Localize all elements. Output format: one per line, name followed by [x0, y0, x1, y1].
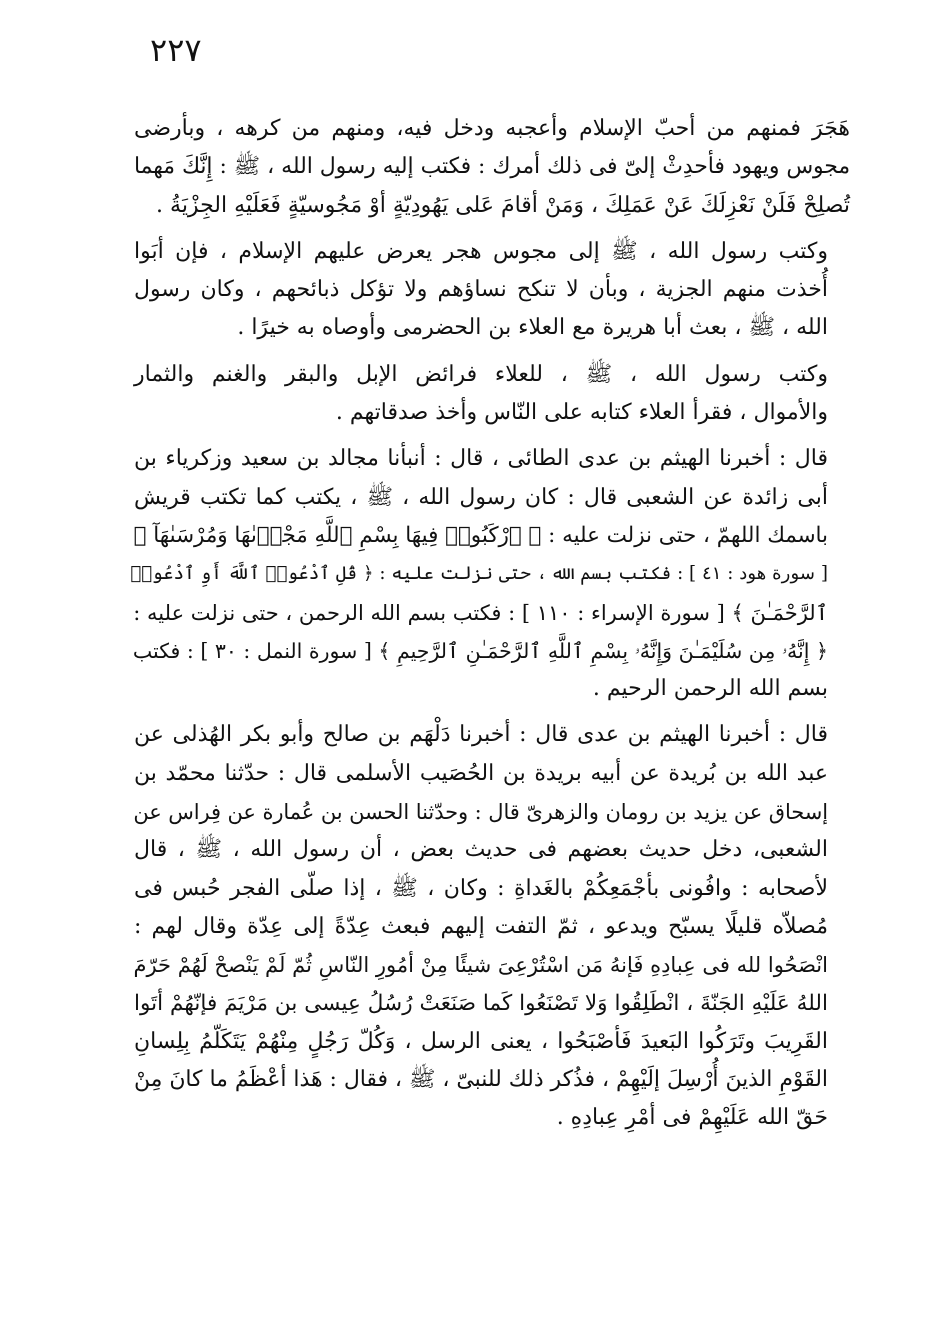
text-line: تُصلِحْ فَلَنْ نَعْزِلَكَ عَنْ عَمَلِكَ ، وَمَنْ أقامَ عَلى يَهُودِيّةٍ أوْ مَجُوسيّةٍ فَعَلَيْهِ الجِزْيَةُ . — [156, 192, 850, 218]
text-line: مُصلاّه قليلًا يسبّح ويدعو ، ثمّ التفت إليهم فبعث عِدّةً إلى عِدّة وقال لهم : — [134, 913, 828, 939]
text-line: ٱلرَّحْمَـٰنَ ﴾ [ سورة الإسراء : ١١٠ ] : فكتب بسم الله الرحمن ، حتى نزلت عليه : — [133, 600, 828, 625]
paragraph — [134, 110, 850, 225]
text-line: وكتب رسول الله ، ﷺ إلى مجوس هجر يعرض عليهم الإسلام ، فإن أبَوا — [134, 238, 828, 264]
paragraph — [134, 716, 850, 1137]
paragraph — [134, 356, 850, 433]
text-line: هَجَرَ فمنهم من أحبّ الإسلام وأعجبه ودخل فيه، ومنهم من كرهه ، وبأرضى — [134, 116, 850, 141]
text-line: أُخذت منهم الجزية ، وبأن لا تنكح نساؤهم ولا تؤكل ذبائحهم ، وكان رسول — [134, 277, 828, 303]
text-line: قال : أخبرنا الهيثم بن عدى قال : أخبرنا دَلْهَم بن صالح وأبو بكر الهُذلى عن — [134, 722, 828, 748]
text-line: الشعبى، دخل حديث بعضهم فى حديث بعض ، أن رسول الله ، ﷺ ، قال — [134, 837, 828, 863]
text-line: باسمك اللهمّ ، حتى نزلت عليه : ﴿ ٱرْكَبُوا۟ فِيهَا بِسْمِ ٱللَّهِ مَجْر۪ىٰهَا وَمُرْسَىٰهَآ ﴾ — [133, 522, 828, 548]
text-line: وكتب رسول الله ، ﷺ ، للعلاء فرائض الإبل والبقر والغنم والثمار — [134, 361, 828, 387]
text-line: الله ، ﷺ ، بعث أبا هريرة مع العلاء بن الحضرمى وأوصاه به خيرًا . — [237, 315, 828, 341]
text-line: إسحاق عن يزيد بن رومان والزهرىّ قال : وحدّثنا الحسن بن عُمارة عن فِراس عن — [133, 800, 828, 825]
text-line: لأصحابه : وافُونى بأجْمَعِكُمْ بالغَداةِ : وكان ، ﷺ ، إذا صلّى الفجر حُبس فى — [134, 875, 828, 901]
text-line: انْصَحُوا لله فى عِبادِهِ فَإنهُ مَن اسْتُرْعِىَ شيئًا مِنْ أمُورِ النّاسِ ثُمّ لَمْ يَنْصحْ لَهُمْ حَرّمَ — [133, 953, 828, 978]
text-line: عبد الله بن بُريدة عن أبيه بريدة بن الحُصَيب الأسلمى قال : حدّثنا محمّد بن — [134, 760, 828, 786]
text-line: [ سورة هود : ٤١ ] : فكتب بسم الله ، حتى نزلت عليه : ﴿ قُلِ ٱدْعُوا۟ ٱللَّهَ أَوِ ٱدْعُوا۟ — [130, 563, 828, 585]
text-line: مجوس ويهود فأحدِثْ إلىّ فى ذلك أمرك : فكتب إليه رسول الله ، ﷺ : إِنَّكَ مَهما — [134, 154, 850, 180]
text-line: والأموال ، فقرأ العلاء كتابه على النّاس وأخذ صدقاتهم . — [335, 400, 828, 426]
page-body-text — [130, 110, 850, 1146]
text-line: القَرِيبَ وتَرَكُوا البَعيدَ فَأصْبَحُوا ، يعنى الرسل ، وَكُلّ رَجُلٍ مِنْهُمْ يَتَكَلّمُ بِلِسانِ — [134, 1028, 828, 1054]
text-line: حَقّ الله عَلَيْهِمْ فى أمْرِ عِبادِهِ . — [556, 1105, 828, 1131]
paragraph — [134, 233, 850, 348]
text-line: اللهُ عَلَيْهِ الجَنّةَ ، انْطَلِقُوا وَلا تَصْنَعُوا كَما صَنَعَتْ رُسُلُ عِيسى بن مَرْيَمَ فإنّهُمْ أتَوا — [134, 990, 828, 1016]
text-line: بسم الله الرحمن الرحيم . — [592, 676, 828, 702]
text-line: قال : أخبرنا الهيثم بن عدى الطائى ، قال : أنبأنا مجالد بن سعيد وزكرياء بن — [134, 446, 828, 472]
text-line: القَوْمِ الذينَ أُرْسِلَ إلَيْهِمْ ، فذُكر ذلك للنبىّ ، ﷺ ، فقال : هَذا أعْظَمُ ما كانَ مِنْ — [134, 1067, 828, 1093]
page-number: ٢٢٧ — [150, 31, 202, 69]
text-line: ﴿ إِنَّهُۥ مِن سُلَيْمَـٰنَ وَإِنَّهُۥ بِسْمِ ٱللَّهِ ٱلرَّحْمَـٰنِ ٱلرَّحِيمِ ﴾ [ سورة النمل : ٣٠ ] : فكتب — [132, 638, 828, 663]
paragraph — [130, 440, 850, 708]
text-line: أبى زائدة عن الشعبى قال : كان رسول الله ، ﷺ ، يكتب كما تكتب قريش — [134, 484, 828, 510]
